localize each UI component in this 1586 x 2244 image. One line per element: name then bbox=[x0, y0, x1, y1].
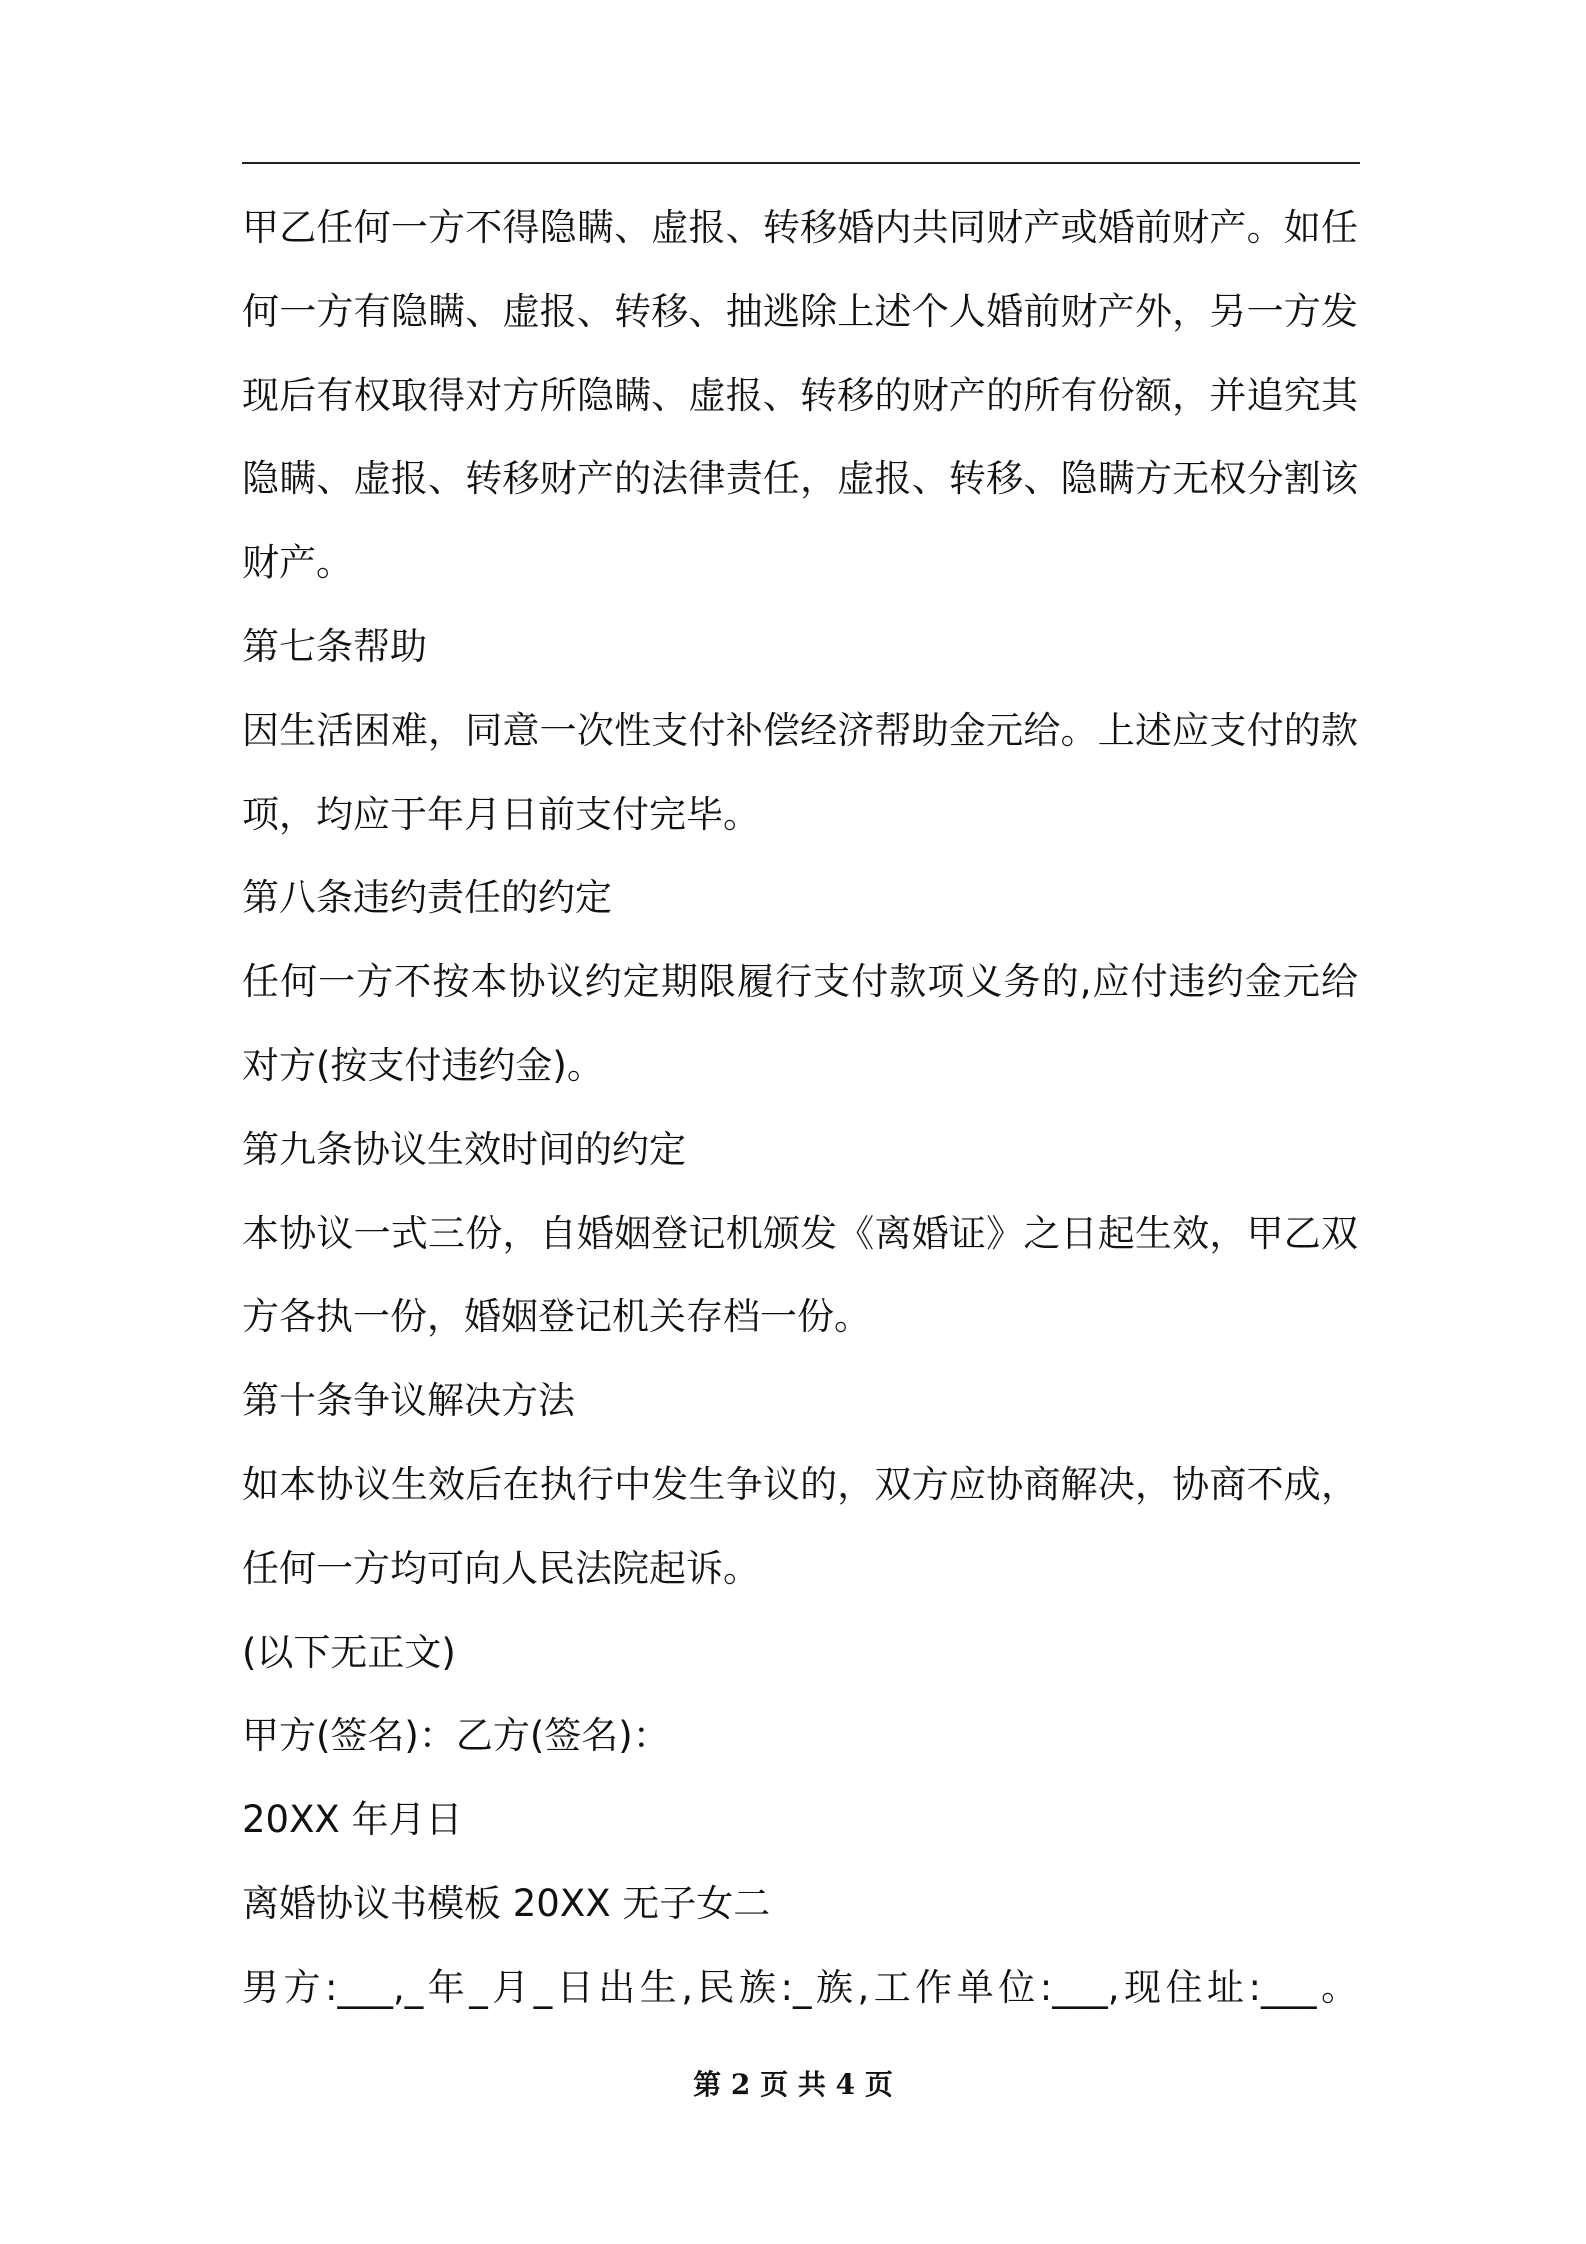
paragraph-line: 对方(按支付违约金)。 bbox=[242, 1043, 604, 1087]
date-line bbox=[242, 1778, 1358, 1862]
paragraph-line: 任何一方不按本协议约定期限履行支付款项义务的,应付违约金元给 bbox=[242, 960, 1358, 1004]
page-indicator: 第 2 页 共 4 页 bbox=[693, 2068, 893, 2101]
paragraph-no-more-text bbox=[242, 1611, 1358, 1695]
paragraph-line: 离婚协议书模板 20XX 无子女二 bbox=[242, 1881, 771, 1925]
paragraph-line: 因生活困难，同意一次性支付补偿经济帮助金元给。上述应支付的款 bbox=[242, 708, 1358, 752]
paragraph-property-concealment bbox=[242, 186, 1358, 605]
paragraph-line: 何一方有隐瞒、虚报、转移、抽逃除上述个人婚前财产外，另一方发 bbox=[242, 289, 1358, 333]
article-heading-10 bbox=[242, 1359, 1358, 1443]
signature-line bbox=[242, 1694, 1358, 1778]
article-heading-8 bbox=[242, 856, 1358, 940]
paragraph-breach-liability bbox=[242, 940, 1358, 1108]
template-title bbox=[242, 1862, 1358, 1946]
paragraph-line: 如本协议生效后在执行中发生争议的，双方应协商解决，协商不成， bbox=[242, 1462, 1358, 1506]
paragraph-line: 甲乙任何一方不得隐瞒、虚报、转移婚内共同财产或婚前财产。如任 bbox=[242, 206, 1358, 249]
paragraph-line: 20XX 年月日 bbox=[242, 1798, 463, 1842]
paragraph-line: 方各执一份，婚姻登记机关存档一份。 bbox=[242, 1295, 871, 1339]
paragraph-line: 财产。 bbox=[242, 541, 353, 585]
paragraph-assistance bbox=[242, 689, 1358, 857]
article-heading: 第九条协议生效时间的约定 bbox=[242, 1127, 686, 1171]
article-heading: 第八条违约责任的约定 bbox=[242, 876, 612, 920]
paragraph-line: 男方:___,_年_月_日出生,民族:_族,工作单位:___,现住址:___。 bbox=[242, 1965, 1358, 2009]
article-heading: 第十条争议解决方法 bbox=[242, 1379, 575, 1423]
header-rule bbox=[242, 162, 1360, 164]
article-heading-7 bbox=[242, 605, 1358, 689]
paragraph-line: 任何一方均可向人民法院起诉。 bbox=[242, 1546, 760, 1590]
paragraph-line: (以下无正文) bbox=[242, 1630, 456, 1674]
paragraph-dispute-resolution bbox=[242, 1443, 1358, 1611]
paragraph-line: 本协议一式三份，自婚姻登记机颁发《离婚证》之日起生效，甲乙双 bbox=[242, 1211, 1358, 1255]
paragraph-effective-time bbox=[242, 1192, 1358, 1360]
document-body bbox=[242, 186, 1358, 2030]
article-heading: 第七条帮助 bbox=[242, 624, 427, 668]
article-heading-9 bbox=[242, 1108, 1358, 1192]
male-party-info bbox=[242, 1946, 1358, 2030]
paragraph-line: 现后有权取得对方所隐瞒、虚报、转移的财产的所有份额，并追究其 bbox=[242, 373, 1358, 417]
paragraph-line: 隐瞒、虚报、转移财产的法律责任，虚报、转移、隐瞒方无权分割该 bbox=[242, 457, 1358, 501]
paragraph-line: 项，均应于年月日前支付完毕。 bbox=[242, 792, 760, 836]
paragraph-line: 甲方(签名)：乙方(签名)： bbox=[242, 1714, 670, 1758]
